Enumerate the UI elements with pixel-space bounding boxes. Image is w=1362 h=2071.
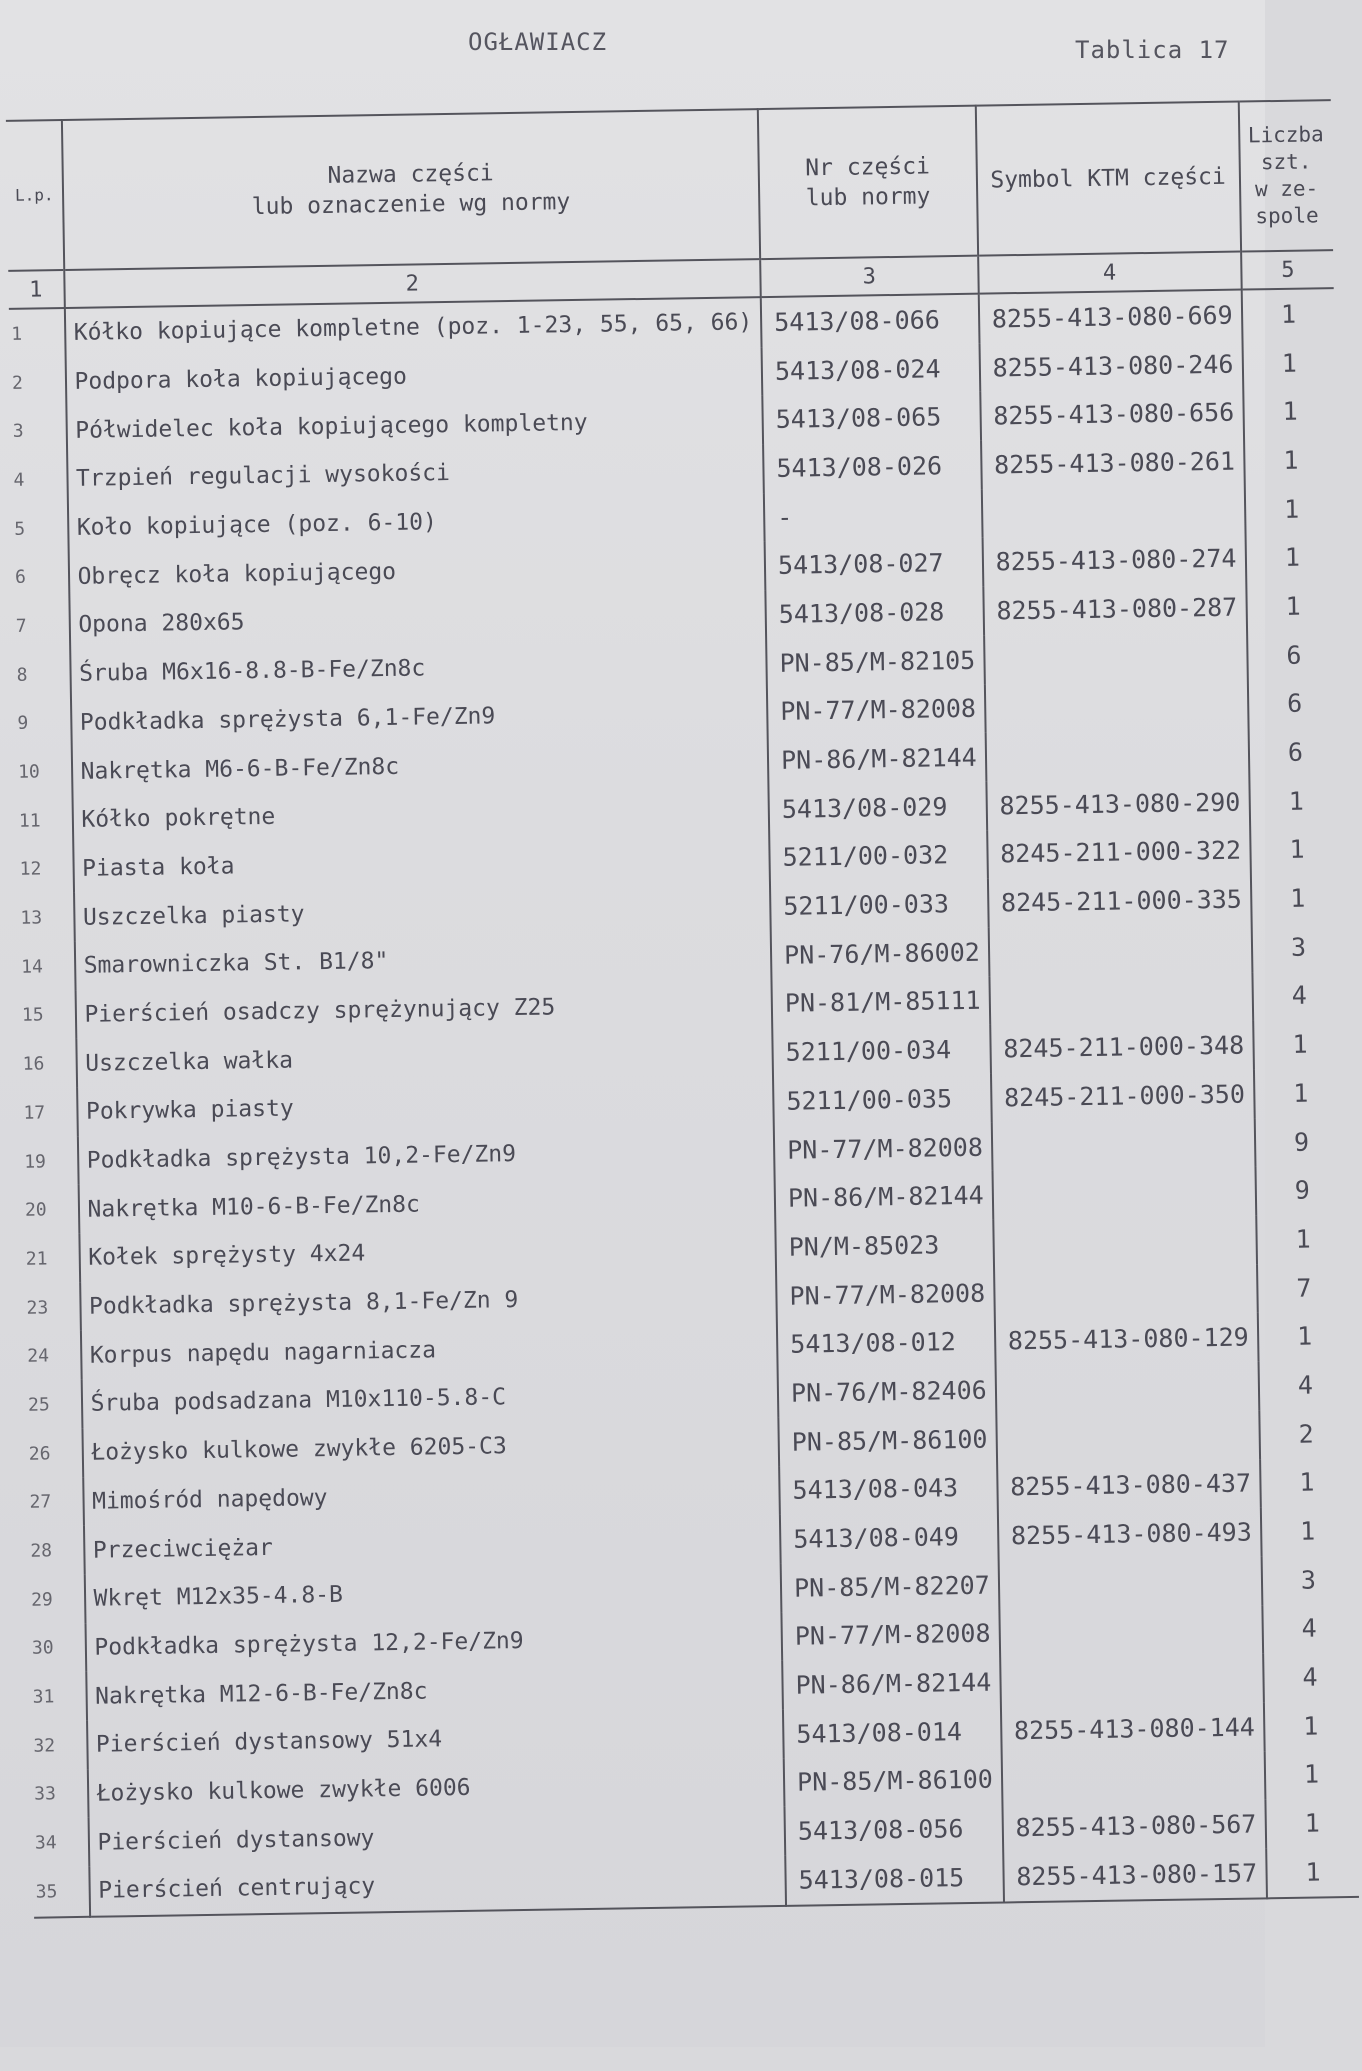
row-part-name: Kółko kopiujące kompletne (poz. 1-23, 55, 65, 66)	[64, 297, 761, 358]
row-quantity: 1	[1280, 299, 1297, 329]
row-part-number: PN-77/M-82008	[776, 1268, 994, 1320]
row-quantity: 9	[1293, 1127, 1310, 1157]
row-lp: 19	[22, 1137, 78, 1187]
row-quantity: 1	[1303, 1759, 1320, 1790]
row-ktm-symbol: 8255-413-080-290	[986, 777, 1250, 830]
row-part-number: 5413/08-012	[777, 1317, 995, 1369]
row-ktm-symbol: 8245-211-000-335	[988, 875, 1252, 928]
row-part-name: Mimośród napędowy	[83, 1466, 780, 1526]
row-lp: 21	[23, 1234, 79, 1284]
row-lp: 1	[9, 308, 65, 359]
row-ktm-symbol: 8245-211-000-350	[991, 1069, 1255, 1122]
row-part-number: 5413/08-028	[765, 587, 983, 639]
column-number: 2	[64, 259, 761, 308]
row-lp: 16	[20, 1039, 76, 1089]
row-part-number: 5413/08-065	[762, 392, 980, 444]
row-lp: 14	[19, 942, 75, 992]
row-ktm-symbol: 8255-413-080-274	[982, 534, 1246, 587]
row-quantity: 4	[1302, 1662, 1318, 1692]
row-lp: 31	[30, 1672, 86, 1722]
header-lp-label: L.p.	[14, 185, 54, 205]
row-part-number: 5211/00-032	[769, 830, 987, 882]
header-qty-line2: szt.	[1260, 149, 1312, 175]
row-ktm-symbol	[991, 1118, 1255, 1171]
header-symbol	[975, 102, 1240, 256]
row-part-number: 5413/08-029	[768, 781, 986, 833]
row-lp: 28	[28, 1526, 84, 1576]
row-ktm-symbol	[984, 631, 1248, 684]
row-ktm-symbol: 8255-413-080-261	[981, 437, 1245, 490]
row-ktm-symbol: 8245-211-000-348	[990, 1021, 1254, 1074]
header-qty-line3: w ze-	[1254, 176, 1319, 202]
column-number: 4	[978, 252, 1241, 294]
header-number	[758, 106, 978, 259]
row-part-number: 5413/08-027	[765, 538, 983, 590]
column-number: 3	[760, 256, 978, 297]
header-qty-line1: Liczba	[1247, 122, 1324, 148]
row-part-name: Wkręt M12x35-4.8-B	[84, 1564, 781, 1624]
row-part-number: PN-77/M-82008	[781, 1609, 999, 1661]
row-part-number: PN-85/M-86100	[778, 1414, 996, 1466]
row-quantity: 3	[1300, 1565, 1317, 1595]
row-part-number: 5413/08-049	[780, 1512, 998, 1564]
row-quantity: 1	[1296, 1321, 1313, 1352]
parts-sheet	[0, 4, 1324, 2071]
row-lp: 25	[26, 1380, 82, 1430]
header-number-line2: lub normy	[805, 183, 931, 212]
parts-table	[6, 99, 1359, 1918]
row-quantity: 1	[1293, 1078, 1309, 1108]
row-ktm-symbol: 8255-413-080-567	[1002, 1800, 1266, 1853]
row-ktm-symbol: 8255-413-080-493	[998, 1508, 1262, 1561]
row-ktm-symbol	[994, 1264, 1258, 1317]
row-part-number: 5211/00-034	[772, 1025, 990, 1077]
row-ktm-symbol	[996, 1410, 1260, 1463]
page-title: OGŁAWIACZ	[468, 28, 608, 56]
row-quantity: 1	[1282, 396, 1298, 427]
row-part-number: 5413/08-066	[761, 294, 979, 347]
row-quantity: 1	[1304, 1808, 1321, 1838]
row-ktm-symbol	[993, 1215, 1257, 1268]
row-lp: 23	[24, 1283, 80, 1333]
row-lp: 8	[14, 650, 70, 700]
row-ktm-symbol	[998, 1556, 1262, 1609]
row-part-name: Łożysko kulkowe zwykłe 6006	[87, 1759, 784, 1819]
row-lp: 24	[25, 1331, 81, 1381]
row-part-name: Pierścień osadczy sprężynujący Z25	[75, 980, 772, 1040]
row-lp: 9	[15, 698, 71, 748]
parts-table-body	[9, 288, 1360, 1917]
row-part-name: Pokrywka piasty	[77, 1077, 774, 1137]
row-ktm-symbol: 8255-413-080-157	[1003, 1848, 1267, 1902]
row-part-name: Przeciwciężar	[84, 1515, 781, 1575]
row-part-name: Podkładka sprężysta 12,2-Fe/Zn9	[85, 1612, 782, 1672]
row-quantity: 1	[1289, 835, 1305, 865]
row-quantity: 4	[1297, 1370, 1314, 1400]
row-quantity: 9	[1294, 1175, 1311, 1206]
header-symbol-label: Symbol KTM części	[990, 163, 1226, 194]
row-quantity: 1	[1283, 445, 1299, 475]
row-lp: 5	[12, 504, 68, 554]
row-ktm-symbol: 8255-413-080-144	[1001, 1702, 1265, 1755]
row-part-name: Półwidelec koła kopiującego kompletny	[66, 395, 763, 455]
row-lp: 7	[13, 601, 69, 651]
row-part-number: 5413/08-015	[785, 1852, 1003, 1905]
row-part-name: Uszczelka piasty	[74, 882, 771, 942]
row-ktm-symbol	[992, 1167, 1256, 1220]
row-lp: 15	[20, 991, 76, 1041]
row-quantity: 7	[1296, 1273, 1312, 1303]
row-part-number: PN-77/M-82008	[767, 684, 985, 736]
row-lp: 12	[17, 845, 73, 895]
row-lp: 3	[10, 406, 66, 456]
row-part-number: PN/M-85023	[775, 1220, 993, 1272]
row-part-name: Pierścień centrujący	[89, 1856, 786, 1917]
row-lp: 4	[11, 455, 67, 505]
row-lp: 33	[32, 1769, 88, 1819]
row-quantity: 1	[1292, 1029, 1308, 1059]
row-part-number: 5413/08-014	[783, 1706, 1001, 1758]
row-ktm-symbol	[1001, 1751, 1265, 1804]
row-part-name: Pierścień dystansowy	[88, 1807, 785, 1867]
row-quantity: 6	[1286, 640, 1302, 670]
row-part-name: Korpus napędu nagarniacza	[80, 1320, 777, 1380]
row-ktm-symbol	[995, 1362, 1259, 1415]
row-ktm-symbol: 8245-211-000-322	[987, 826, 1251, 879]
row-part-number: PN-81/M-85111	[772, 976, 990, 1028]
row-part-number: 5211/00-035	[773, 1074, 991, 1126]
row-part-name: Nakrętka M6-6-B-Fe/Zn8c	[71, 736, 768, 796]
row-ktm-symbol	[999, 1605, 1263, 1658]
row-part-name: Smarowniczka St. B1/8"	[74, 931, 771, 991]
row-part-number: 5211/00-033	[770, 879, 988, 931]
row-quantity: 3	[1290, 932, 1307, 962]
row-ktm-symbol: 8255-413-080-669	[978, 290, 1242, 344]
row-quantity: 6	[1286, 688, 1303, 719]
row-lp: 27	[27, 1477, 83, 1527]
row-ktm-symbol: 8255-413-080-437	[997, 1459, 1261, 1512]
row-part-number: PN-76/M-82406	[778, 1366, 996, 1418]
row-quantity: 1	[1283, 494, 1300, 524]
row-lp: 35	[33, 1867, 89, 1918]
header-qty-line4: spole	[1255, 203, 1319, 229]
header-lp	[6, 120, 64, 271]
row-part-number: 5413/08-024	[762, 343, 980, 395]
row-quantity: 1	[1288, 786, 1304, 816]
row-ktm-symbol	[982, 485, 1246, 538]
row-lp: 11	[17, 796, 73, 846]
row-part-number: 5413/08-026	[763, 441, 981, 493]
table-header-row	[6, 100, 1334, 271]
row-ktm-symbol	[985, 680, 1249, 733]
row-quantity: 1	[1302, 1711, 1319, 1741]
row-part-name: Trzpień regulacji wysokości	[67, 444, 764, 504]
row-part-name: Nakrętka M10-6-B-Fe/Zn8c	[78, 1174, 775, 1234]
row-quantity: 1	[1299, 1467, 1315, 1498]
row-part-name: Obręcz koła kopiującego	[68, 541, 765, 601]
header-qty	[1238, 100, 1333, 251]
row-ktm-symbol: 8255-413-080-246	[979, 339, 1243, 392]
row-part-name: Podkładka sprężysta 8,1-Fe/Zn 9	[80, 1272, 777, 1332]
row-lp: 10	[16, 747, 72, 797]
row-lp: 30	[30, 1623, 86, 1673]
row-part-number: PN-76/M-86002	[771, 928, 989, 980]
row-quantity: 6	[1287, 737, 1304, 767]
row-part-number: PN-85/M-82105	[766, 635, 984, 687]
row-quantity: 1	[1299, 1516, 1316, 1546]
row-quantity: 1	[1295, 1224, 1311, 1254]
row-part-name: Śruba podsadzana M10x110-5.8-C	[81, 1369, 778, 1429]
row-lp: 17	[21, 1088, 77, 1138]
row-part-number: PN-86/M-82144	[768, 733, 986, 785]
row-part-number: 5413/08-043	[779, 1463, 997, 1515]
row-ktm-symbol	[988, 923, 1252, 976]
row-lp: 2	[10, 358, 66, 408]
row-part-name: Nakrętka M12-6-B-Fe/Zn8c	[86, 1661, 783, 1721]
row-lp: 26	[26, 1429, 82, 1479]
header-name-line1: Nazwa części	[327, 160, 494, 189]
row-part-name: Łożysko kulkowe zwykłe 6205-C3	[82, 1418, 779, 1478]
row-lp: 20	[23, 1185, 79, 1235]
row-quantity: 1	[1285, 591, 1301, 621]
header-name	[61, 109, 760, 270]
row-ktm-symbol	[989, 972, 1253, 1025]
row-ktm-symbol: 8255-413-080-129	[995, 1313, 1259, 1366]
row-lp: 34	[33, 1818, 89, 1868]
row-part-name: Kółko pokrętne	[72, 785, 769, 845]
row-part-number: PN-86/M-82144	[782, 1658, 1000, 1710]
column-number: 1	[8, 270, 64, 309]
row-part-name: Podkładka sprężysta 10,2-Fe/Zn9	[77, 1126, 774, 1186]
row-part-name: Podpora koła kopiującego	[65, 347, 762, 407]
table-reference: Tablica 17	[1075, 36, 1230, 64]
row-quantity: 1	[1266, 1847, 1360, 1898]
row-quantity: 2	[1298, 1419, 1314, 1449]
row-lp: 29	[29, 1575, 85, 1625]
row-ktm-symbol	[1000, 1654, 1264, 1707]
row-part-name: Piasta koła	[73, 834, 770, 894]
row-lp: 6	[13, 552, 69, 602]
row-part-number: PN-77/M-82008	[774, 1122, 992, 1174]
header-name-line2: lub oznaczenie wg normy	[251, 189, 571, 221]
row-part-number: PN-85/M-86100	[784, 1755, 1002, 1807]
row-part-name: Kołek sprężysty 4x24	[79, 1223, 776, 1283]
row-part-number: 5413/08-056	[785, 1804, 1003, 1856]
row-quantity: 1	[1284, 542, 1301, 573]
row-ktm-symbol	[985, 729, 1249, 782]
row-quantity: 1	[1289, 883, 1306, 913]
row-part-number: PN-86/M-82144	[775, 1171, 993, 1223]
row-part-number: PN-85/M-82207	[781, 1560, 999, 1612]
row-part-name: Podkładka sprężysta 6,1-Fe/Zn9	[71, 688, 768, 748]
row-part-name: Śruba M6x16-8.8-B-Fe/Zn8c	[70, 639, 767, 699]
row-quantity: 4	[1301, 1613, 1317, 1644]
row-ktm-symbol: 8255-413-080-656	[980, 388, 1244, 441]
row-lp: 13	[18, 893, 74, 943]
row-lp: 32	[31, 1721, 87, 1771]
row-part-name: Pierścień dystansowy 51x4	[87, 1710, 784, 1770]
header-number-line1: Nr części	[805, 153, 931, 182]
row-quantity: 4	[1291, 981, 1308, 1011]
row-ktm-symbol: 8255-413-080-287	[983, 583, 1247, 636]
row-part-number: -	[764, 489, 982, 541]
row-part-name: Uszczelka wałka	[76, 1028, 773, 1088]
row-part-name: Opona 280x65	[69, 590, 766, 650]
row-part-name: Koło kopiujące (poz. 6-10)	[67, 493, 764, 553]
column-number: 5	[1241, 250, 1334, 289]
row-quantity: 1	[1281, 348, 1298, 378]
